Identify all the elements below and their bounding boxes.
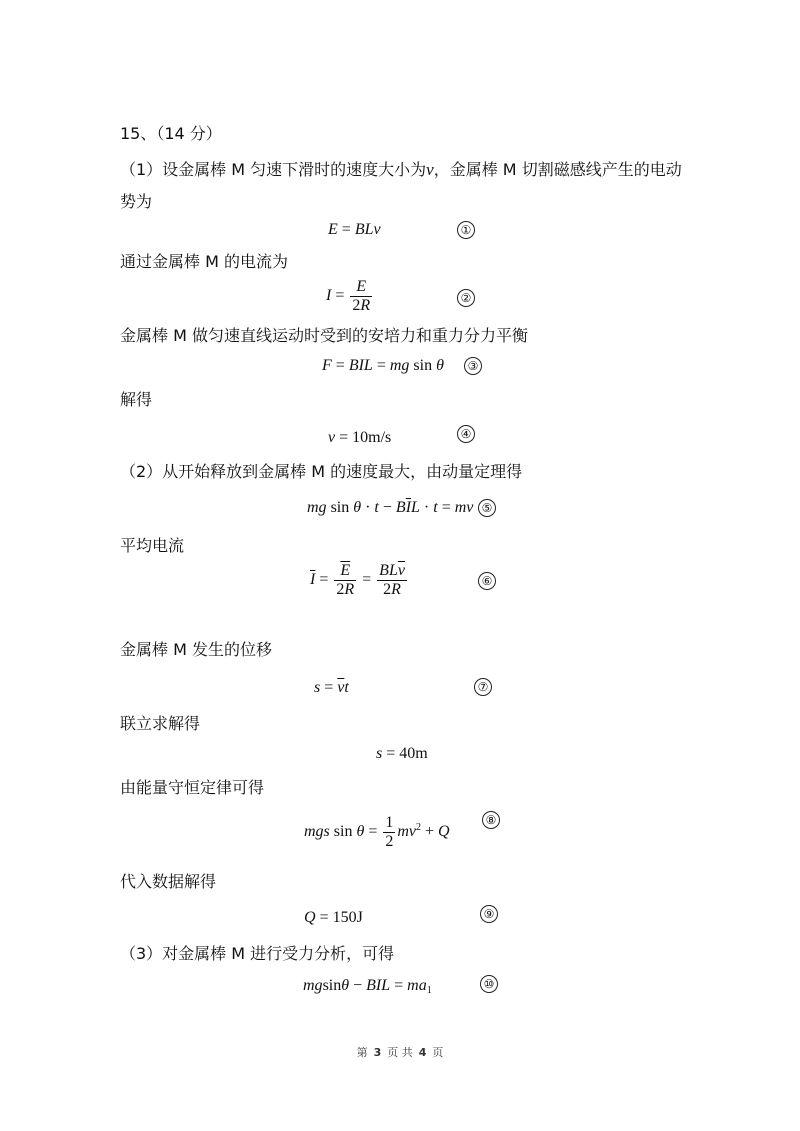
fraction-avg-e-over-2r: $\frac{\overline{E}}{2R}$ — [336, 562, 355, 598]
equation-mark-4: ④ — [457, 425, 475, 443]
velocity-value: 10m/s — [352, 429, 392, 446]
text-balance: 金属棒 M 做匀速直线运动时受到的安培力和重力分力平衡 — [120, 326, 528, 345]
text-displacement: 金属棒 M 发生的位移 — [120, 640, 272, 659]
equation-mark-1: ① — [457, 221, 475, 239]
footer-total-pages: 4 — [418, 1046, 427, 1059]
part2-intro: （2）从开始释放到金属棒 M 的速度最大，由动量定理得 — [120, 462, 523, 481]
fraction-blv-over-2r: $\frac{BL\overline{v}}{2R}$ — [379, 562, 405, 598]
equation-force-balance: F = BIL = mg sin θ — [322, 357, 444, 374]
fraction-one-half: $\frac{1}{2}$ — [385, 814, 394, 850]
text-substitute: 代入数据解得 — [120, 872, 217, 891]
part3-intro: （3）对金属棒 M 进行受力分析，可得 — [120, 944, 395, 963]
equation-mark-5: ⑤ — [478, 499, 496, 517]
equation-mark-3: ③ — [464, 357, 482, 375]
footer-middle: 页 共 — [387, 1046, 413, 1059]
equation-emf: E = BLv — [328, 221, 381, 238]
footer-prefix: 第 — [356, 1046, 368, 1059]
equation-mark-7: ⑦ — [474, 678, 492, 696]
equation-current: I = $\frac{E}{2R}$ — [326, 278, 371, 314]
equation-displacement-result: s = 40m — [376, 745, 428, 762]
part1-intro — [120, 160, 682, 180]
text-current: 通过金属棒 M 的电流为 — [120, 252, 288, 271]
equation-mark-9: ⑨ — [480, 905, 498, 923]
equation-acceleration: mgsinθ − BIL = $ma_1$ — [303, 977, 432, 996]
equation-displacement: $s = \overline{v}t$ — [314, 679, 349, 696]
part1-intro-variable: v — [426, 160, 434, 179]
page-footer — [0, 1044, 800, 1060]
part1-intro-cont: 势为 — [120, 192, 153, 211]
text-solve: 解得 — [120, 390, 153, 409]
equation-heat: Q = 150J — [304, 909, 363, 926]
problem-header: 15、（14 分） — [120, 124, 222, 143]
text-energy: 由能量守恒定律可得 — [120, 778, 265, 797]
equation-momentum: mg $\sin \theta \cdot t - B\overline{I}L \cdot t$ = mv — [307, 499, 474, 516]
footer-page-number: 3 — [373, 1046, 382, 1059]
part1-intro-text-b: ，金属棒 M 切割磁感线产生的电动 — [433, 160, 682, 179]
text-avg-current: 平均电流 — [120, 536, 185, 555]
footer-suffix: 页 — [432, 1046, 444, 1059]
equation-mark-2: ② — [457, 289, 475, 307]
displacement-value: 40m — [399, 745, 428, 762]
equation-energy: mgs sin θ = $\frac{1}{2}$ $mv^2 + Q$ — [304, 814, 450, 850]
equation-avg-current: $\overline{I}$ = $\frac{\overline{E}}{2R}$ = $\frac{BL\overline{v}}{2R}$ — [310, 562, 405, 598]
heat-value: 150J — [332, 909, 363, 926]
fraction-e-over-2r: $\frac{E}{2R}$ — [352, 278, 371, 314]
equation-mark-8: ⑧ — [482, 811, 500, 829]
equation-mark-6: ⑥ — [478, 572, 496, 590]
text-combine: 联立求解得 — [120, 714, 201, 733]
part1-intro-text-a: （1）设金属棒 M 匀速下滑时的速度大小为 — [120, 160, 427, 179]
equation-velocity: v = 10m/s — [328, 429, 392, 446]
equation-mark-10: ⑩ — [480, 975, 498, 993]
